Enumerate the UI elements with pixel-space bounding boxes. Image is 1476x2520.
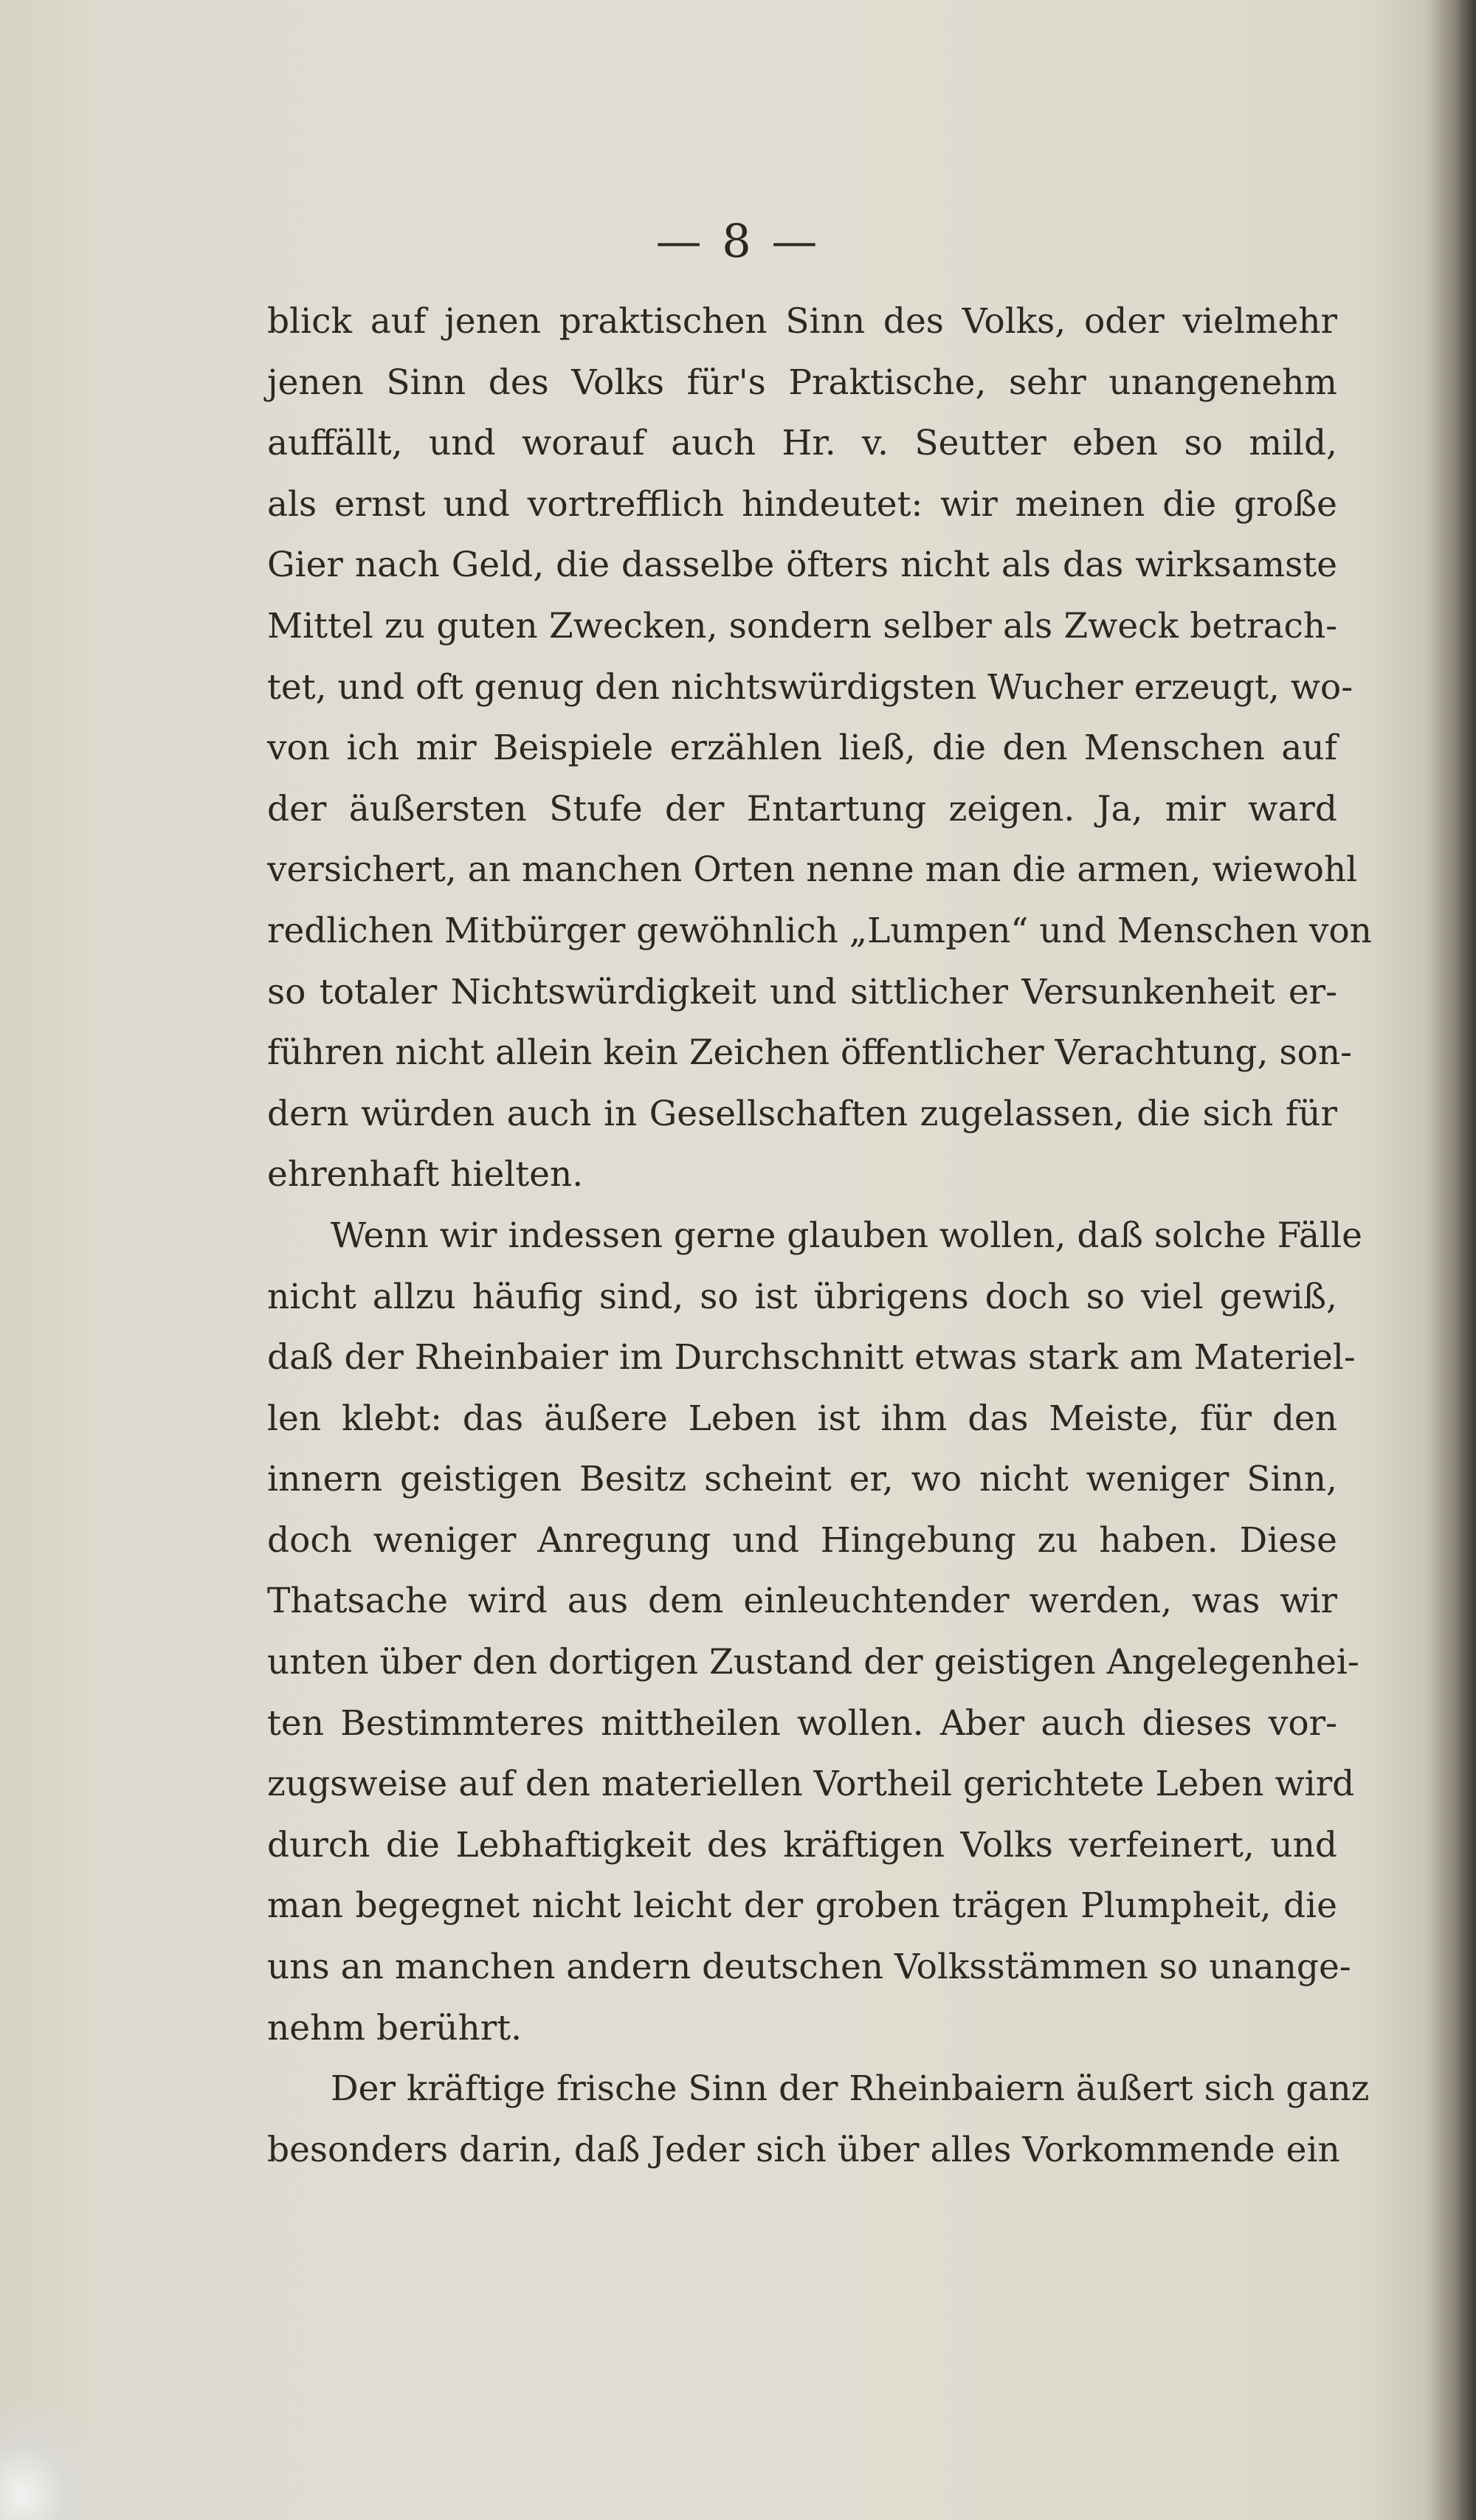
text-line: besonders darin, daß Jeder sich über alles Vorkommende ein	[267, 2129, 1340, 2170]
text-line: blick auf jenen praktischen Sinn des Volks, oder vielmehr	[267, 301, 1337, 342]
text-line: innern geistigen Besitz scheint er, wo nicht weniger Sinn,	[267, 1459, 1337, 1500]
text-line: man begegnet nicht leicht der groben trägen Plumpheit, die	[267, 1885, 1337, 1927]
text-line: len klebt: das äußere Leben ist ihm das Meiste, für den	[267, 1398, 1337, 1439]
spine-shadow	[1424, 0, 1476, 2520]
body-text	[267, 291, 1372, 2181]
text-line: ten Bestimmteres mittheilen wollen. Aber auch dieses vor-	[267, 1702, 1337, 1744]
text-line: durch die Lebhaftigkeit des kräftigen Volks verfeinert, und	[267, 1824, 1337, 1865]
corner-glare	[0, 2395, 111, 2520]
text-line: als ernst und vortrefflich hindeutet: wir meinen die große	[267, 483, 1337, 525]
text-line: Mittel zu guten Zwecken, sondern selber als Zweck betrach-	[267, 605, 1337, 646]
text-line: Wenn wir indessen gerne glauben wollen, daß solche Fälle	[331, 1215, 1362, 1256]
text-line: von ich mir Beispiele erzählen ließ, die den Menschen auf	[267, 728, 1337, 769]
text-line: dern würden auch in Gesellschaften zugelassen, die sich für	[267, 1093, 1337, 1134]
text-line: auffällt, und worauf auch Hr. v. Seutter eben so mild,	[267, 423, 1337, 464]
text-line: so totaler Nichtswürdigkeit und sittlicher Versunkenheit er-	[267, 971, 1337, 1012]
text-line: führen nicht allein kein Zeichen öffentlicher Verachtung, son-	[267, 1032, 1352, 1074]
text-line: nicht allzu häufig sind, so ist übrigens doch so viel gewiß,	[267, 1276, 1337, 1317]
text-line: jenen Sinn des Volks für's Praktische, sehr unangenehm	[267, 362, 1337, 403]
text-line: daß der Rheinbaier im Durchschnitt etwas stark am Materiel-	[267, 1337, 1356, 1378]
text-line: doch weniger Anregung und Hingebung zu haben. Diese	[267, 1519, 1337, 1561]
text-line: Der kräftige frische Sinn der Rheinbaiern äußert sich ganz	[331, 2068, 1370, 2110]
text-line: redlichen Mitbürger gewöhnlich „Lumpen“ und Menschen von	[267, 910, 1372, 951]
text-line: Thatsache wird aus dem einleuchtender werden, was wir	[267, 1581, 1337, 1622]
text-line: der äußersten Stufe der Entartung zeigen. Ja, mir ward	[267, 788, 1337, 829]
text-line: tet, und oft genug den nichtswürdigsten Wucher erzeugt, wo-	[267, 666, 1353, 708]
text-line: unten über den dortigen Zustand der geistigen Angelegenhei-	[267, 1642, 1359, 1683]
text-line: zugsweise auf den materiellen Vortheil gerichtete Leben wird	[267, 1764, 1355, 1805]
text-line: ehrenhaft hielten.	[267, 1154, 584, 1195]
text-line: versichert, an manchen Orten nenne man die armen, wiewohl	[267, 849, 1358, 891]
text-line: Gier nach Geld, die dasselbe öfters nicht als das wirksamste	[267, 545, 1337, 586]
page-number: — 8 —	[655, 214, 821, 268]
text-line: uns an manchen andern deutschen Volksstämmen so unange-	[267, 1947, 1351, 1988]
text-line: nehm berührt.	[267, 2007, 523, 2048]
